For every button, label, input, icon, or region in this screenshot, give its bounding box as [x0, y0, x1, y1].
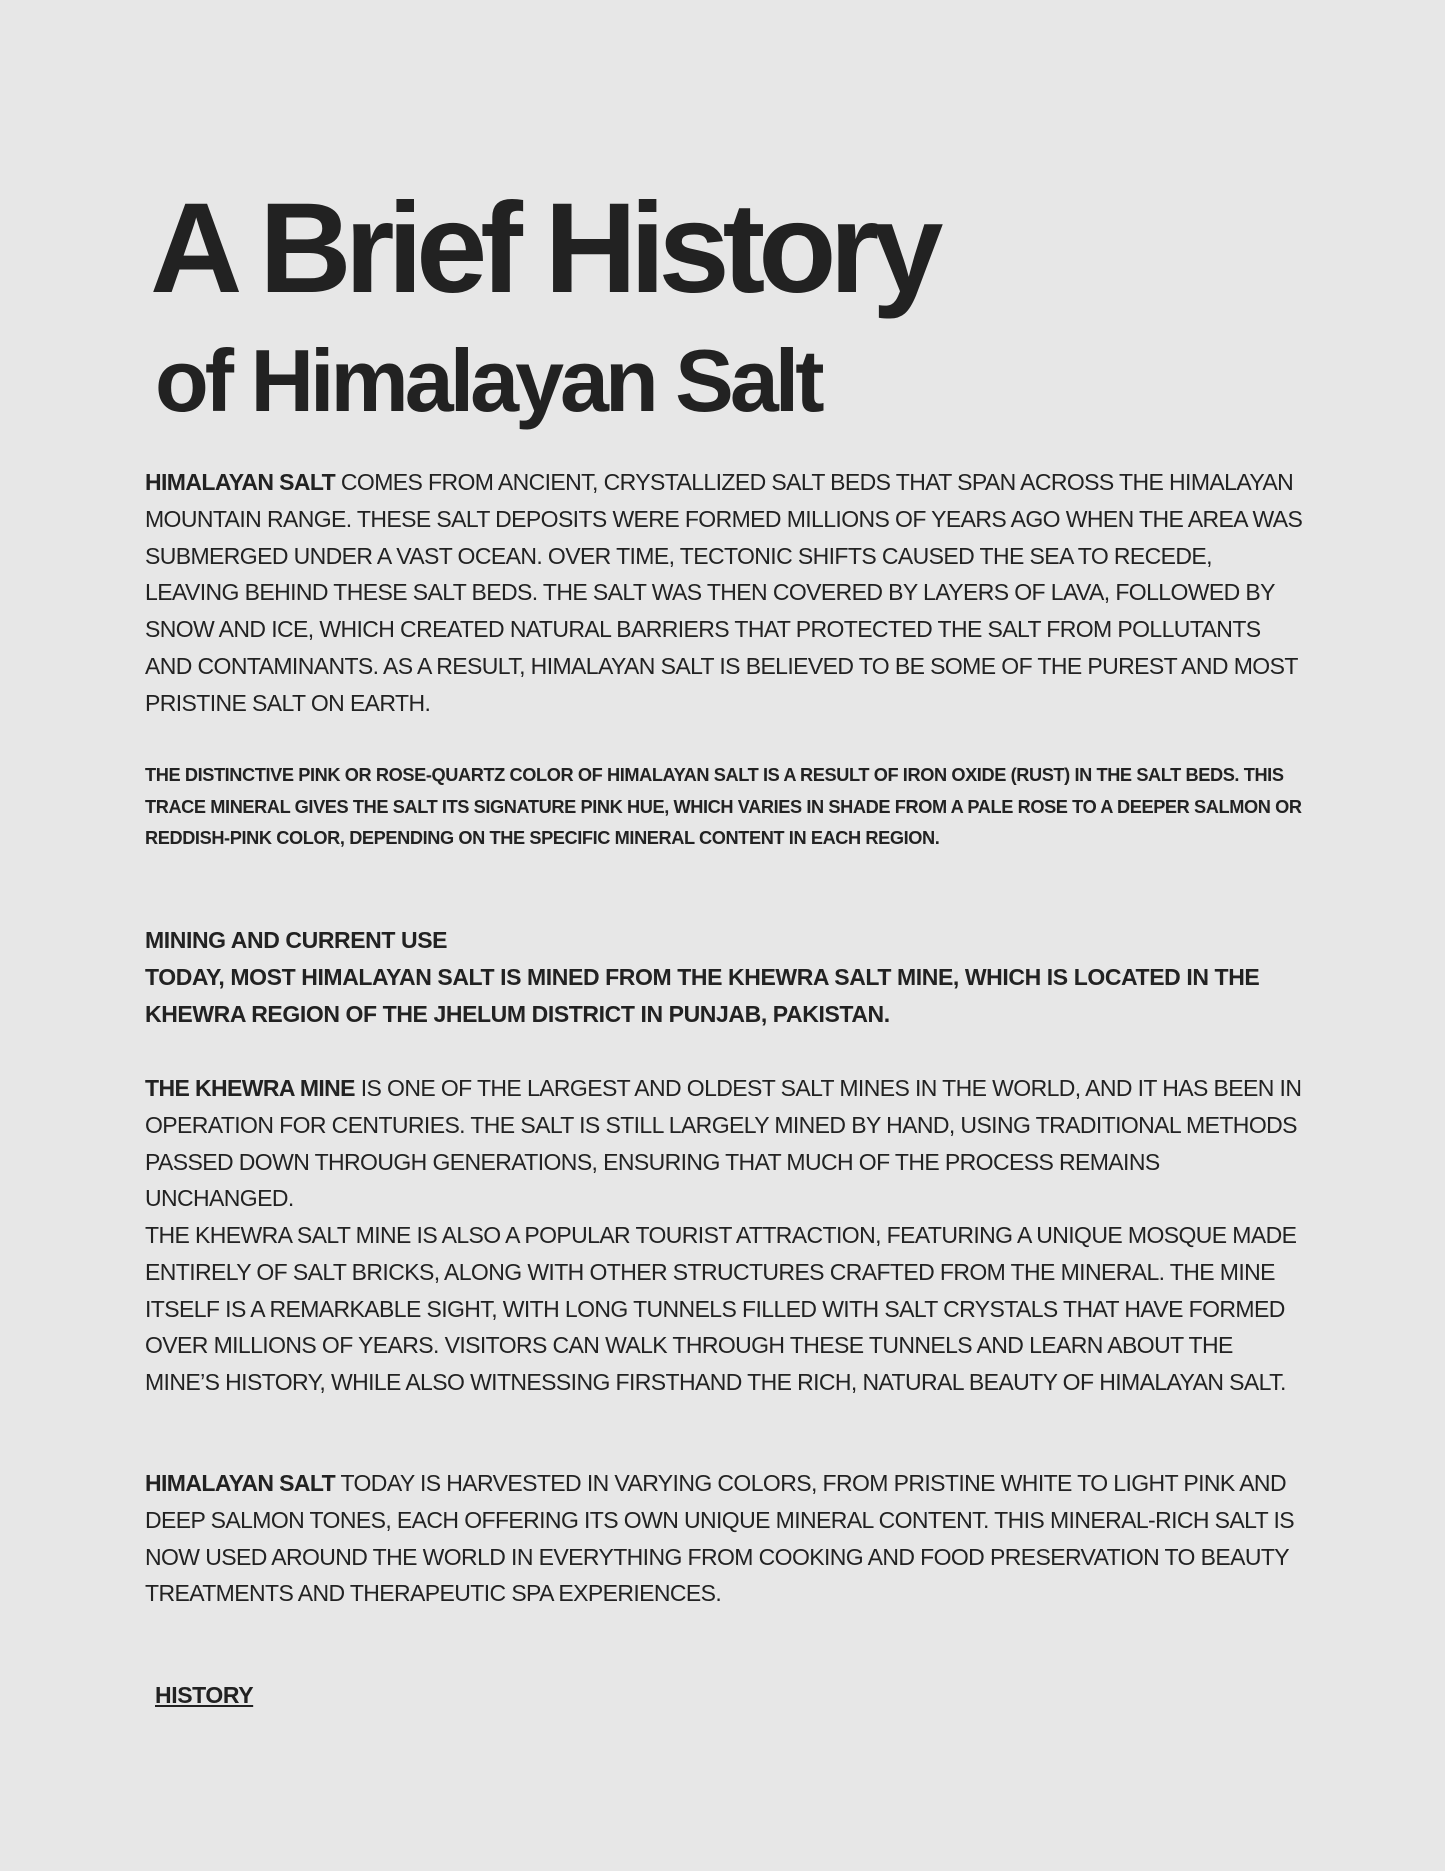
paragraph-color: THE DISTINCTIVE PINK OR ROSE-QUARTZ COLOR OF HIMALAYAN SALT IS A RESULT OF IRON OXIDE (RUST) IN THE SALT BEDS. THIS TRACE MINERAL GIVES THE SALT ITS SIGNATURE PINK HUE, WHICH VARIES IN SHADE FROM A PALE ROSE TO A DEEPER SALMON OR REDDISH-PINK COLOR, DEPENDING ON THE SPECIFIC MINERAL CONTENT IN EACH REGION.	[145, 765, 1302, 848]
paragraph-tourism: THE KHEWRA SALT MINE IS ALSO A POPULAR TOURIST ATTRACTION, FEATURING A UNIQUE MOSQUE MADE ENTIRELY OF SALT BRICKS, ALONG WITH OTHER STRUCTURES CRAFTED FROM THE MINERAL. THE MINE ITSELF IS A REMARKABLE SIGHT, WITH LONG TUNNELS FILLED WITH SALT CRYSTALS THAT HAVE FORMED OVER MILLIONS OF YEARS. VISITORS CAN WALK THROUGH THESE TUNNELS AND LEARN ABOUT THE MINE’S HISTORY, WHILE ALSO WITNESSING FIRSTHAND THE RICH, NATURAL BEAUTY OF HIMALAYAN SALT.	[145, 1222, 1297, 1396]
section-mining-text: TODAY, MOST HIMALAYAN SALT IS MINED FROM THE KHEWRA SALT MINE, WHICH IS LOCATED IN THE KHEWRA REGION OF THE JHELUM DISTRICT IN PUNJAB, PAKISTAN.	[145, 963, 1260, 1027]
paragraph-origin	[145, 464, 1305, 722]
page-subtitle: of Himalayan Salt	[155, 331, 821, 430]
paragraph-origin-text: COMES FROM ANCIENT, CRYSTALLIZED SALT BEDS THAT SPAN ACROSS THE HIMALAYAN MOUNTAIN RANGE. THESE SALT DEPOSITS WERE FORMED MILLIONS OF YEARS AGO WHEN THE AREA WAS SUBMERGED UNDER A VAST OCEAN. OVER TIME, TECTONIC SHIFTS CAUSED THE SEA TO RECEDE, LEAVING BEHIND THESE SALT BEDS. THE SALT WAS THEN COVERED BY LAYERS OF LAVA, FOLLOWED BY SNOW AND ICE, WHICH CREATED NATURAL BARRIERS THAT PROTECTED THE SALT FROM POLLUTANTS AND CONTAMINANTS. AS A RESULT, HIMALAYAN SALT IS BELIEVED TO BE SOME OF THE PUREST AND MOST PRISTINE SALT ON EARTH.	[145, 469, 1303, 716]
paragraph-today-lead: HIMALAYAN SALT	[145, 1470, 336, 1496]
paragraph-khewra	[145, 1070, 1305, 1217]
paragraph-today	[145, 1465, 1305, 1612]
paragraph-origin-lead: HIMALAYAN SALT	[145, 469, 336, 495]
paragraph-khewra-lead: THE KHEWRA MINE	[145, 1075, 355, 1101]
paragraph-today-text: TODAY IS HARVESTED IN VARYING COLORS, FROM PRISTINE WHITE TO LIGHT PINK AND DEEP SALMON TONES, EACH OFFERING ITS OWN UNIQUE MINERAL CONTENT. THIS MINERAL-RICH SALT IS NOW USED AROUND THE WORLD IN EVERYTHING FROM COOKING AND FOOD PRESERVATION TO BEAUTY TREATMENTS AND THERAPEUTIC SPA EXPERIENCES.	[145, 1470, 1294, 1607]
page-title: A Brief History	[150, 177, 937, 320]
paragraph-khewra-text: IS ONE OF THE LARGEST AND OLDEST SALT MINES IN THE WORLD, AND IT HAS BEEN IN OPERATION FOR CENTURIES. THE SALT IS STILL LARGELY MINED BY HAND, USING TRADITIONAL METHODS PASSED DOWN THROUGH GENERATIONS, ENSURING THAT MUCH OF THE PROCESS REMAINS UNCHANGED.	[145, 1075, 1302, 1212]
history-link[interactable]: HISTORY	[155, 1682, 254, 1708]
section-mining	[145, 922, 1305, 1032]
section-mining-heading: MINING AND CURRENT USE	[145, 927, 448, 953]
